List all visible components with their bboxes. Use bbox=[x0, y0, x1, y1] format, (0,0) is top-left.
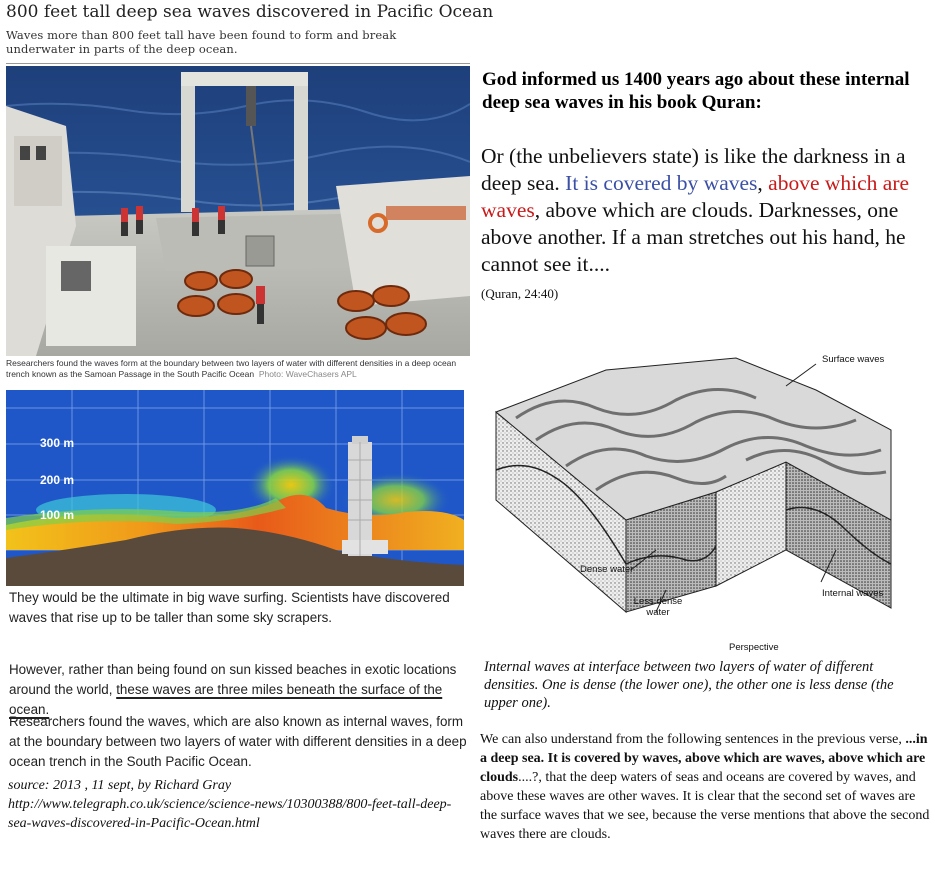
label-surface-waves: Surface waves bbox=[822, 354, 885, 365]
explanation-text-a: We can also understand from the following sentences in the previous verse, bbox=[480, 732, 906, 747]
photo-caption-text: Researchers found the waves form at the boundary between two layers of water with different densities in a deep ocean trench known as the Samoan Passage in the South Pacific Ocean bbox=[6, 358, 457, 379]
source-url: http://www.telegraph.co.uk/science/science-news/10300388/800-feet-tall-deep-sea-waves-discovered-in-Pacific-Ocean.html bbox=[8, 797, 452, 831]
paragraph-2-text: However, rather than being found on sun kissed beaches in exotic locations around the world, bbox=[9, 662, 457, 697]
photo-caption bbox=[6, 358, 470, 380]
label-internal-waves: Internal waves bbox=[822, 588, 884, 599]
explanation-paragraph bbox=[480, 730, 930, 844]
quran-verse bbox=[481, 143, 926, 307]
article-paragraph-3: Researchers found the waves, which are also known as internal waves, form at the boundary between two layers of water with different densities in a deep ocean trench in the South Pacific Ocean. bbox=[9, 714, 467, 769]
source-date-author: source: 2013 , 11 sept, by Richard Gray bbox=[8, 778, 232, 793]
label-less-dense-water: Less dense water bbox=[633, 596, 683, 618]
verse-text-c: , above which are clouds. Darknesses, one above another. If a man stretches out his hand, he cannot see it.... bbox=[481, 198, 906, 276]
wave-simulation-graphic bbox=[6, 390, 464, 586]
verse-blue-phrase: It is covered by waves bbox=[565, 171, 758, 195]
divider bbox=[6, 63, 470, 64]
research-ship-photo bbox=[6, 66, 470, 356]
diagram-caption: Internal waves at interface between two layers of water of different densities. One is dense (the lower one), the other one is less dense (the upper one). bbox=[484, 659, 894, 711]
depth-label-100: 100 m bbox=[40, 508, 75, 522]
right-heading: God informed us 1400 years ago about these internal deep sea waves in his book Quran: bbox=[482, 69, 910, 113]
article-paragraph-2 bbox=[9, 660, 469, 720]
verse-red-phrase: above which are waves bbox=[481, 171, 910, 222]
depth-label-200: 200 m bbox=[40, 473, 75, 487]
verse-text-a: Or (the unbelievers state) is like the darkness in a deep sea. bbox=[481, 144, 906, 195]
article-subhead: Waves more than 800 feet tall have been found to form and break underwater in parts of the deep ocean. bbox=[6, 28, 397, 56]
article-headline: 800 feet tall deep sea waves discovered in Pacific Ocean bbox=[6, 2, 494, 22]
depth-label-300: 300 m bbox=[40, 436, 75, 450]
ship-deck-illustration bbox=[6, 66, 470, 356]
label-perspective: Perspective bbox=[729, 642, 779, 653]
verse-reference: (Quran, 24:40) bbox=[481, 286, 559, 301]
photo-credit: Photo: WaveChasers APL bbox=[258, 369, 357, 379]
underlined-statement: these waves are three miles beneath the surface of the ocean. bbox=[9, 682, 443, 717]
explanation-text-b: ....?, that the deep waters of seas and oceans are covered by waves, and above these waves are other waves. It is clear that the second set of waves are the surface waves that we see, because the verse mentions that above the second waves there are clouds. bbox=[480, 770, 930, 842]
source-citation bbox=[8, 776, 468, 833]
internal-waves-diagram bbox=[486, 350, 906, 655]
article-paragraph-1: They would be the ultimate in big wave surfing. Scientists have discovered waves that rise up to be taller than some sky scrapers. bbox=[9, 590, 450, 625]
explanation-bold-quote: ...in a deep sea. It is covered by waves, above which are waves, above which are clouds bbox=[480, 732, 928, 785]
label-dense-water: Dense water bbox=[580, 564, 634, 575]
verse-text-b: , bbox=[757, 171, 769, 195]
